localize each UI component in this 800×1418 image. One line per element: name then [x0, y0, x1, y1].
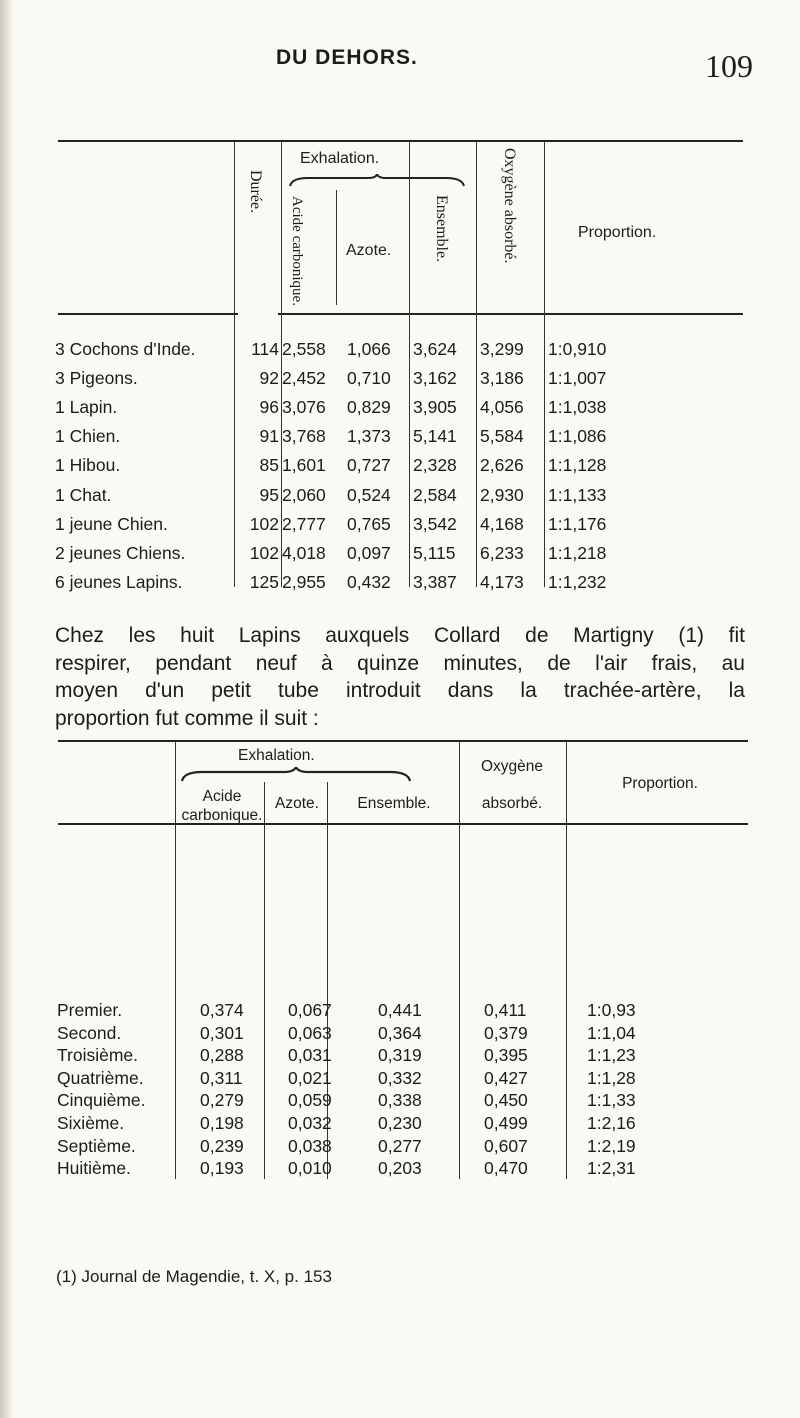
duration: 102 [249, 542, 279, 563]
azote-value: 0,010 [288, 1158, 332, 1179]
proportion-value: 1:1,04 [587, 1022, 636, 1043]
ensemble-value: 0,332 [378, 1067, 422, 1088]
duration: 91 [259, 426, 279, 447]
acide-value: 0,374 [200, 1000, 244, 1020]
proportion-value: 1:1,218 [548, 542, 607, 563]
col-divider [336, 190, 337, 305]
animal-name: 3 Cochons d'Inde. [55, 339, 196, 359]
ensemble-value: 0,203 [378, 1158, 422, 1179]
col-header-azote: Azote. [275, 795, 319, 812]
table-top-rule [58, 140, 743, 142]
col-header-acide: Acide carbonique. [289, 196, 305, 306]
azote-value: 1,373 [347, 426, 391, 447]
exhalation-brace [288, 174, 466, 188]
duration: 95 [259, 484, 279, 505]
table-row [0, 339, 800, 359]
ensemble-value: 5,141 [413, 426, 457, 447]
azote-value: 0,067 [288, 1000, 332, 1020]
col-header-oxygene: Oxygène absorbé. [501, 148, 518, 264]
acide-value: 2,558 [282, 339, 326, 359]
acide-value: 2,777 [282, 513, 326, 534]
ensemble-value: 2,584 [413, 484, 457, 505]
oxygene-value: 5,584 [480, 426, 524, 447]
duration: 96 [259, 397, 279, 418]
acide-value: 0,311 [200, 1067, 243, 1088]
table-top-rule [58, 740, 748, 742]
table-row [0, 1068, 800, 1088]
acide-value: 0,301 [200, 1022, 244, 1043]
oxygene-value: 4,173 [480, 571, 524, 592]
acide-value: 3,768 [282, 426, 326, 447]
duration: 85 [259, 455, 279, 476]
azote-value: 0,038 [288, 1135, 332, 1156]
oxygene-value: 0,411 [484, 1000, 527, 1020]
animal-name: 3 Pigeons. [55, 368, 138, 389]
oxygene-value: 0,379 [484, 1022, 528, 1043]
animal-name: 1 Chien. [55, 426, 121, 447]
trial-name: Quatrième. [57, 1067, 144, 1088]
oxygene-value: 0,427 [484, 1067, 528, 1088]
azote-value: 0,063 [288, 1022, 332, 1043]
azote-value: 1,066 [347, 339, 391, 359]
table-row [0, 1045, 800, 1065]
proportion-value: 1:1,086 [548, 426, 607, 447]
ensemble-value: 3,387 [413, 571, 457, 592]
ensemble-value: 5,115 [413, 542, 456, 563]
table-row [0, 1113, 800, 1133]
ensemble-value: 2,328 [413, 455, 457, 476]
table-row [0, 485, 800, 505]
proportion-value: 1:0,910 [548, 339, 607, 359]
animal-name: 2 jeunes Chiens. [55, 542, 186, 563]
col-header-proportion: Proportion. [578, 224, 657, 241]
col-header-acide: Acide carbonique. [181, 788, 263, 824]
ensemble-value: 0,230 [378, 1113, 422, 1133]
paragraph-line: proportion fut comme il suit : [55, 706, 319, 730]
oxygene-value: 4,168 [480, 513, 524, 534]
duration: 92 [259, 368, 279, 389]
col-header-azote: Azote. [346, 242, 392, 259]
footnote: (1) Journal de Magendie, t. X, p. 153 [56, 1267, 332, 1286]
paragraph-line: respirer, pendant neuf à quinze minutes, de l'air frais, au [55, 651, 745, 675]
duration: 125 [249, 571, 279, 592]
proportion-value: 1:1,007 [548, 368, 607, 389]
azote-value: 0,031 [288, 1045, 332, 1066]
exhalation-brace [180, 767, 412, 783]
animal-name: 1 Hibou. [55, 455, 121, 476]
azote-value: 0,059 [288, 1090, 332, 1111]
ensemble-value: 3,162 [413, 368, 457, 389]
acide-value: 4,018 [282, 542, 326, 563]
trial-name: Septième. [57, 1135, 136, 1156]
oxygene-value: 2,626 [480, 455, 524, 476]
acide-value: 3,076 [282, 397, 326, 418]
trial-name: Second. [57, 1022, 122, 1043]
oxygene-value: 4,056 [480, 397, 524, 418]
azote-value: 0,727 [347, 455, 391, 476]
proportion-value: 1:1,038 [548, 397, 607, 418]
table-header-rule [58, 313, 238, 315]
trial-name: Cinquième. [57, 1090, 146, 1111]
azote-value: 0,524 [347, 484, 391, 505]
azote-value: 0,765 [347, 513, 391, 534]
col-header-absorbe: absorbé. [481, 795, 543, 812]
body-paragraph [55, 622, 745, 732]
ensemble-value: 0,441 [378, 1000, 422, 1020]
col-header-oxygene: Oxygène [480, 758, 544, 775]
acide-value: 2,955 [282, 571, 326, 592]
oxygene-value: 0,470 [484, 1158, 528, 1179]
table-row [0, 1090, 800, 1110]
acide-value: 0,193 [200, 1158, 244, 1179]
trial-name: Huitième. [57, 1158, 131, 1179]
acide-value: 2,060 [282, 484, 326, 505]
page-number: 109 [705, 48, 753, 84]
ensemble-value: 3,624 [413, 339, 457, 359]
azote-value: 0,032 [288, 1113, 332, 1133]
table-header-rule [278, 313, 743, 315]
azote-value: 0,432 [347, 571, 391, 592]
table-animals [0, 0, 800, 600]
ensemble-value: 0,319 [378, 1045, 422, 1066]
oxygene-value: 0,395 [484, 1045, 528, 1066]
ensemble-value: 0,277 [378, 1135, 422, 1156]
table-row [0, 426, 800, 446]
ensemble-value: 0,338 [378, 1090, 422, 1111]
oxygene-value: 3,186 [480, 368, 524, 389]
acide-value: 0,288 [200, 1045, 244, 1066]
table-row [0, 368, 800, 388]
animal-name: 1 Lapin. [55, 397, 118, 418]
proportion-value: 1:2,19 [587, 1135, 636, 1156]
oxygene-value: 0,450 [484, 1090, 528, 1111]
oxygene-value: 0,607 [484, 1135, 528, 1156]
exhalation-group-header: Exhalation. [300, 150, 380, 167]
col-header-duree: Durée. [247, 170, 264, 214]
col-header-ensemble: Ensemble. [433, 195, 450, 263]
proportion-value: 1:1,23 [587, 1045, 636, 1066]
ensemble-value: 0,364 [378, 1022, 422, 1043]
table-row [0, 1023, 800, 1043]
trial-name: Premier. [57, 1000, 123, 1020]
trial-name: Sixième. [57, 1113, 125, 1133]
table-row [0, 1000, 800, 1020]
animal-name: 6 jeunes Lapins. [55, 571, 183, 592]
acide-value: 0,198 [200, 1113, 244, 1133]
table-header-rule [58, 823, 748, 825]
table-row [0, 543, 800, 563]
animal-name: 1 jeune Chien. [55, 513, 168, 534]
trial-name: Troisième. [57, 1045, 139, 1066]
paragraph-line: moyen d'un petit tube introduit dans la trachée-artère, la [55, 679, 745, 702]
azote-value: 0,710 [347, 368, 391, 389]
acide-value: 1,601 [282, 455, 326, 476]
proportion-value: 1:0,93 [587, 1000, 636, 1020]
proportion-value: 1:1,133 [548, 484, 607, 505]
table-row [0, 572, 800, 592]
ensemble-value: 3,905 [413, 397, 457, 418]
proportion-value: 1:1,232 [548, 571, 607, 592]
acide-value: 0,239 [200, 1135, 244, 1156]
duration: 102 [249, 513, 279, 534]
azote-value: 0,097 [347, 542, 391, 563]
proportion-value: 1:2,31 [587, 1158, 636, 1179]
animal-name: 1 Chat. [55, 484, 112, 505]
table-row [0, 514, 800, 534]
proportion-value: 1:1,128 [548, 455, 607, 476]
table-row [0, 397, 800, 417]
azote-value: 0,829 [347, 397, 391, 418]
proportion-value: 1:1,176 [548, 513, 607, 534]
azote-value: 0,021 [288, 1067, 332, 1088]
oxygene-value: 2,930 [480, 484, 524, 505]
oxygene-value: 3,299 [480, 339, 524, 359]
acide-value: 0,279 [200, 1090, 244, 1111]
proportion-value: 1:1,28 [587, 1067, 636, 1088]
ensemble-value: 3,542 [413, 513, 457, 534]
table-row [0, 455, 800, 475]
proportion-value: 1:2,16 [587, 1113, 636, 1133]
oxygene-value: 6,233 [480, 542, 524, 563]
duration: 114 [251, 339, 279, 359]
paragraph-line: Chez les huit Lapins auxquels Collard de Martigny (1) fit [55, 624, 745, 647]
acide-value: 2,452 [282, 368, 326, 389]
oxygene-value: 0,499 [484, 1113, 528, 1133]
col-header-proportion: Proportion. [622, 775, 698, 792]
col-header-ensemble: Ensemble. [357, 795, 431, 812]
table-row [0, 1136, 800, 1156]
running-head: DU DEHORS. [276, 46, 418, 69]
table-row [0, 1158, 800, 1178]
exhalation-group-header: Exhalation. [238, 747, 315, 764]
proportion-value: 1:1,33 [587, 1090, 636, 1111]
